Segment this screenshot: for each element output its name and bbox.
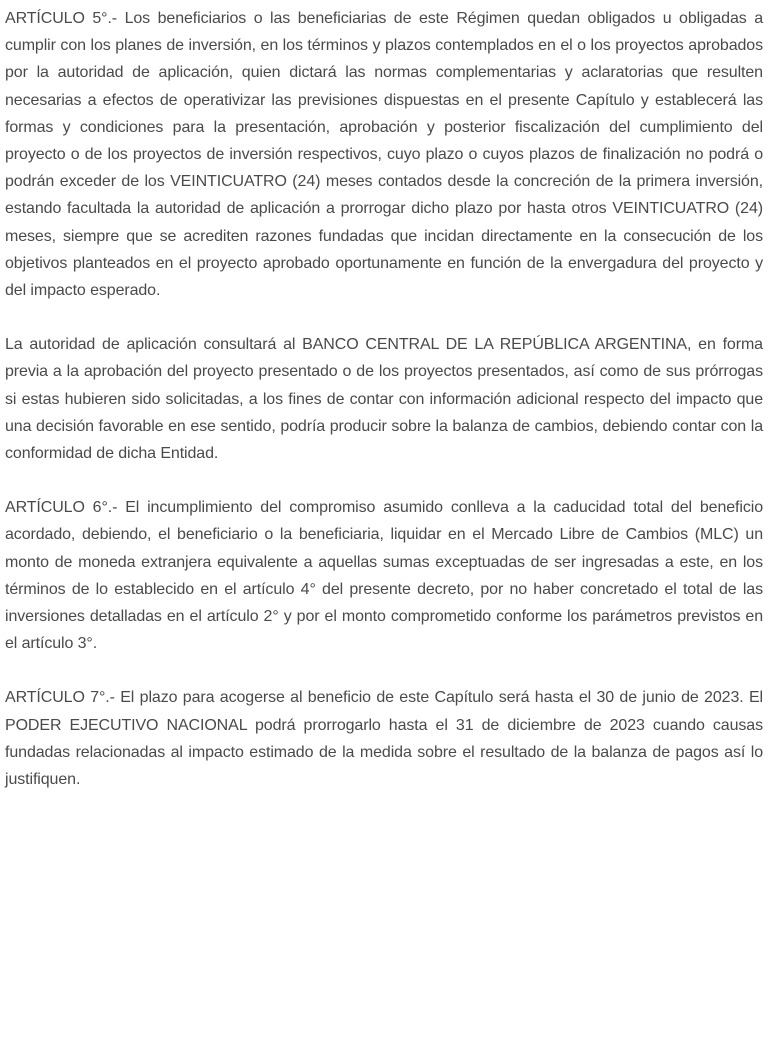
document-body bbox=[5, 5, 763, 820]
article-6-paragraph: ARTÍCULO 6°.- El incumplimiento del compromiso asumido conlleva a la caducidad total del beneficio acordado, debiendo, el beneficiario o la beneficiaria, liquidar en el Mercado Libre de Cambios (MLC) un monto de moneda extranjera equivalente a aquellas sumas exceptuadas de ser ingresadas a este, en los términos de lo establecido en el artículo 4° del presente decreto, por no haber concretado el total de las inversiones detalladas en el artículo 2° y por el monto comprometido conforme los parámetros previstos en el artículo 3°. bbox=[5, 499, 763, 653]
article-5-bcra-paragraph: La autoridad de aplicación consultará al BANCO CENTRAL DE LA REPÚBLICA ARGENTINA, en forma previa a la aprobación del proyecto presentado o de los proyectos presentados, así como de sus prórrogas si estas hubieren sido solicitadas, a los fines de contar con información adicional respecto del impacto que una decisión favorable en ese sentido, podría producir sobre la balanza de cambios, debiendo contar con la conformidad de dicha Entidad. bbox=[5, 336, 763, 463]
article-5-paragraph: ARTÍCULO 5°.- Los beneficiarios o las beneficiarias de este Régimen quedan obligados u obligadas a cumplir con los planes de inversión, en los términos y plazos contemplados en el o los proyectos aprobados por la autoridad de aplicación, quien dictará las normas complementarias y aclaratorias que resulten necesarias a efectos de operativizar las previsiones dispuestas en el presente Capítulo y establecerá las formas y condiciones para la presentación, aprobación y posterior fiscalización del cumplimiento del proyecto o de los proyectos de inversión respectivos, cuyo plazo o cuyos plazos de finalización no podrá o podrán exceder de los VEINTICUATRO (24) meses contados desde la concreción de la primera inversión, estando facultada la autoridad de aplicación a prorrogar dicho plazo por hasta otros VEINTICUATRO (24) meses, siempre que se acrediten razones fundadas que incidan directamente en la consecución de los objetivos planteados en el proyecto aprobado oportunamente en función de la envergadura del proyecto y del impacto esperado. bbox=[5, 10, 763, 300]
article-7-paragraph: ARTÍCULO 7°.- El plazo para acogerse al beneficio de este Capítulo será hasta el 30 de junio de 2023. El PODER EJECUTIVO NACIONAL podrá prorrogarlo hasta el 31 de diciembre de 2023 cuando causas fundadas relacionadas al impacto estimado de la medida sobre el resultado de la balanza de pagos así lo justifiquen. bbox=[5, 689, 763, 789]
